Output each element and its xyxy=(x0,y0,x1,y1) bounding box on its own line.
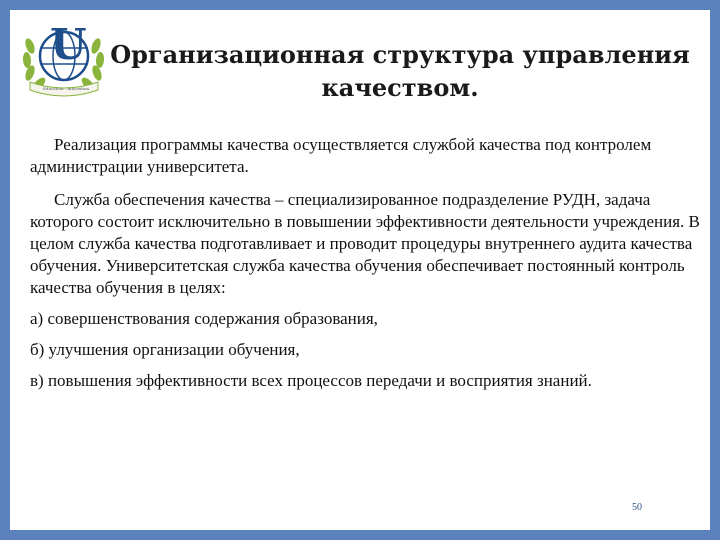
title-line-1: Организационная структура управления xyxy=(110,40,690,69)
title-line-2: качеством. xyxy=(321,73,479,102)
paragraph-1: Реализация программы качества осуществляется службой качества под контролем администрации университета. xyxy=(30,135,652,176)
slide-body xyxy=(30,134,702,401)
university-logo xyxy=(16,16,124,100)
logo-ribbon-text: Education · Innovation xyxy=(42,86,90,91)
logo-letter: U xyxy=(50,20,87,69)
list-item-b: б) улучшения организации обучения, xyxy=(30,340,300,359)
list-item-a: а) совершенствования содержания образования, xyxy=(30,309,378,328)
list-item-c: в) повышения эффективности всех процессов передачи и восприятия знаний. xyxy=(30,371,592,390)
slide-title xyxy=(110,38,690,104)
page-number: 50 xyxy=(632,502,642,513)
slide xyxy=(10,10,710,530)
paragraph-2: Служба обеспечения качества – специализированное подразделение РУДН, задача которого состоит исключительно в повышении эффективности деятельности учреждения. В целом служба качества подготавливает и проводит процедуры внутреннего аудита качества обучения. Университетская служба качества обучения обеспечивает постоянный контроль качества обучения в целях: xyxy=(30,190,700,297)
